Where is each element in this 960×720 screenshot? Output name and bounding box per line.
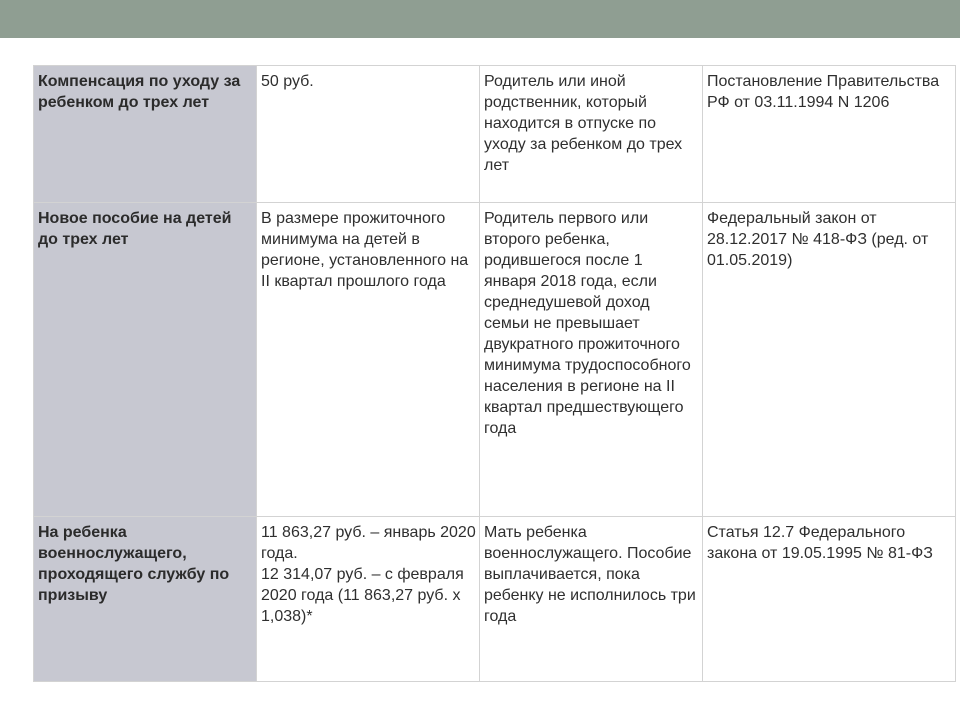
table-row xyxy=(34,517,956,682)
benefits-table xyxy=(33,65,956,682)
table-row xyxy=(34,66,956,203)
benefit-recipient: Родитель или иной родственник, который находится в отпуске по уходу за ребенком до трех лет xyxy=(484,73,683,174)
benefit-name: Новое пособие на детей до трех лет xyxy=(38,210,232,248)
amount-cell xyxy=(257,66,480,203)
recipient-cell xyxy=(480,203,703,517)
top-decorative-band xyxy=(0,0,960,38)
amount-cell xyxy=(257,203,480,517)
legal-basis-cell xyxy=(703,203,956,517)
table-row xyxy=(34,203,956,517)
benefit-legal-basis: Постановление Правительства РФ от 03.11.1994 N 1206 xyxy=(707,73,940,111)
benefit-name: На ребенка военнослужащего, проходящего службу по призыву xyxy=(38,524,230,604)
benefit-name: Компенсация по уходу за ребенком до трех лет xyxy=(38,73,241,111)
benefit-amount: 11 863,27 руб. – январь 2020 года. 12 314,07 руб. – с февраля 2020 года (11 863,27 руб. х 1,038)* xyxy=(261,524,476,625)
benefit-name-cell xyxy=(34,517,257,682)
amount-cell xyxy=(257,517,480,682)
benefit-recipient: Мать ребенка военнослужащего. Пособие выплачивается, пока ребенку не исполнилось три года xyxy=(484,524,696,625)
benefit-amount: 50 руб. xyxy=(261,73,314,90)
legal-basis-cell xyxy=(703,66,956,203)
benefit-legal-basis: Статья 12.7 Федерального закона от 19.05.1995 № 81-ФЗ xyxy=(707,524,933,562)
benefit-recipient: Родитель первого или второго ребенка, родившегося после 1 января 2018 года, если среднедушевой доход семьи не превышает двукратного прожиточного минимума трудоспособного населения в регионе на II квартал предшествующего года xyxy=(484,210,691,437)
recipient-cell xyxy=(480,517,703,682)
benefit-name-cell xyxy=(34,66,257,203)
benefit-amount: В размере прожиточного минимума на детей в регионе, установленного на II квартал прошлого года xyxy=(261,210,469,290)
legal-basis-cell xyxy=(703,517,956,682)
benefit-legal-basis: Федеральный закон от 28.12.2017 № 418-ФЗ (ред. от 01.05.2019) xyxy=(707,210,929,269)
benefit-name-cell xyxy=(34,203,257,517)
recipient-cell xyxy=(480,66,703,203)
